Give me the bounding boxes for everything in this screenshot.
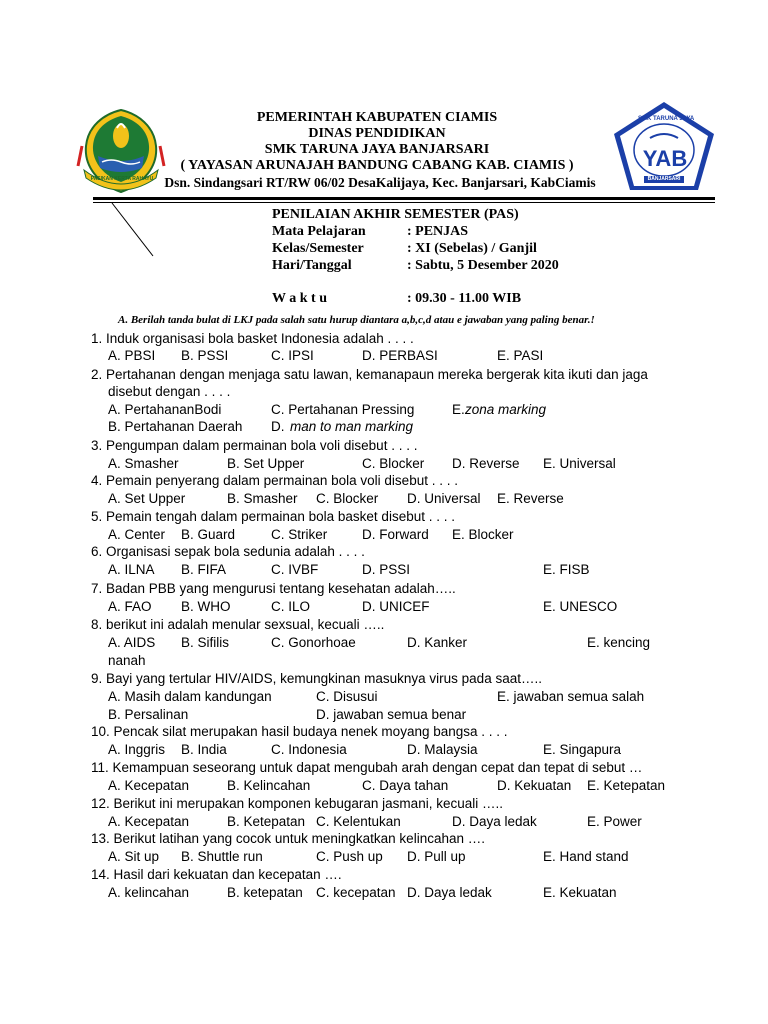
option: C. Push up	[316, 849, 383, 864]
question-10: 10. Pencak silat merupakan hasil budaya nenek moyang bangsa . . . .	[91, 724, 508, 739]
question-14: 14. Hasil dari kekuatan dan kecepatan ….	[91, 867, 342, 882]
option: B. Shuttle run	[181, 849, 263, 864]
option: C. Blocker	[362, 456, 425, 471]
option: E. Singapura	[543, 742, 622, 757]
option: A. ILNA	[108, 562, 155, 577]
question-3: 3. Pengumpan dalam permainan bola voli disebut . . . .	[91, 438, 418, 453]
option: E. UNESCO	[543, 599, 618, 614]
option: C. kecepatan	[316, 885, 396, 900]
option: A. Inggris	[108, 742, 166, 757]
option: C. Kelentukan	[316, 814, 401, 829]
option: A. Smasher	[108, 456, 179, 471]
option: B. Kelincahan	[227, 778, 311, 793]
field-label-date: Hari/Tanggal	[272, 258, 352, 273]
option: D. Daya ledak	[452, 814, 537, 829]
question-1: 1. Induk organisasi bola basket Indonesia adalah . . . .	[91, 331, 414, 346]
option: E. Ketepatan	[587, 778, 666, 793]
option: D. PERBASI	[362, 348, 438, 363]
option: zona marking	[465, 402, 547, 417]
field-label-subject: Mata Pelajaran	[272, 224, 366, 239]
option: E. Reverse	[497, 491, 564, 506]
question-9: 9. Bayi yang tertular HIV/AIDS, kemungkinan masuknya virus pada saat…..	[91, 671, 542, 686]
exam-title: PENILAIAN AKHIR SEMESTER (PAS)	[272, 207, 519, 222]
option: C. Blocker	[316, 491, 379, 506]
field-value-time: : 09.30 - 11.00 WIB	[407, 291, 522, 306]
option: C. Indonesia	[271, 742, 347, 757]
option: A. Center	[108, 527, 166, 542]
option: B. Sifilis	[181, 635, 230, 650]
option: B. Pertahanan Daerah	[108, 419, 243, 434]
option: D. Daya ledak	[407, 885, 492, 900]
option: B. Guard	[181, 527, 236, 542]
option: A. Sit up	[108, 849, 160, 864]
question-7: 7. Badan PBB yang mengurusi tentang kesehatan adalah…..	[91, 581, 456, 596]
option: C. ILO	[271, 599, 311, 614]
yab-ring-text: SMK TARUNA JAYA	[638, 116, 695, 122]
yab-bottom-text: BANJARSARI	[647, 176, 681, 182]
option: C. Disusui	[316, 689, 378, 704]
option: A. PBSI	[108, 348, 156, 363]
option: A. PertahananBodi	[108, 402, 222, 417]
option: E. PASI	[497, 348, 544, 363]
option: B. PSSI	[181, 348, 229, 363]
header-line-2: DINAS PENDIDIKAN	[308, 126, 446, 141]
option: C. Striker	[271, 527, 328, 542]
option: B. FIFA	[181, 562, 227, 577]
option: C. IVBF	[271, 562, 319, 577]
seal-motto: PASIKAN KERTA RAHAYU	[90, 176, 154, 182]
option: B. Persalinan	[108, 707, 189, 722]
option: D. Forward	[362, 527, 429, 542]
header-line-3: SMK TARUNA JAYA BANJARSARI	[264, 142, 490, 157]
option: E. Power	[587, 814, 642, 829]
option: A. FAO	[108, 599, 152, 614]
option: A. kelincahan	[108, 885, 190, 900]
question-4: 4. Pemain penyerang dalam permainan bola voli disebut . . . .	[91, 473, 458, 488]
option: E. Hand stand	[543, 849, 629, 864]
question-12: 12. Berikut ini merupakan komponen kebugaran jasmani, kecuali …..	[91, 796, 503, 811]
option: E. FISB	[543, 562, 590, 577]
question-5: 5. Pemain tengah dalam permainan bola basket disebut . . . .	[91, 509, 455, 524]
option: A. Kecepatan	[108, 814, 190, 829]
header-line-4: ( YAYASAN ARUNAJAH BANDUNG CABANG KAB. CIAMIS )	[180, 158, 574, 173]
option: B. WHO	[181, 599, 231, 614]
option: B. Set Upper	[227, 456, 305, 471]
diagonal-line	[0, 0, 768, 300]
question-2-continued: disebut dengan . . . .	[108, 384, 231, 399]
field-value-class: : XI (Sebelas) / Ganjil	[407, 241, 537, 256]
instruction-text: A. Berilah tanda bulat di LKJ pada salah satu hurup diantara a,b,c,d atau e jawaban yang paling benar.!	[118, 314, 595, 326]
yab-center-text: YAB	[642, 146, 688, 171]
option: D. Reverse	[452, 456, 520, 471]
option: C. Gonorhoae	[271, 635, 356, 650]
option: E. Kekuatan	[543, 885, 617, 900]
option: D. Kekuatan	[497, 778, 572, 793]
option: E.	[452, 402, 465, 417]
option: D. Pull up	[407, 849, 466, 864]
question-8: 8. berikut ini adalah menular sexsual, kecuali …..	[91, 617, 385, 632]
option: A. AIDS	[108, 635, 156, 650]
header-address: Dsn. Sindangsari RT/RW 06/02 DesaKalijaya, Kec. Banjarsari, KabCiamis	[164, 175, 596, 190]
option: B. India	[181, 742, 227, 757]
field-value-date: : Sabtu, 5 Desember 2020	[407, 258, 559, 273]
option: A. Masih dalam kandungan	[108, 689, 272, 704]
option: E. kencing	[587, 635, 651, 650]
option: C. Daya tahan	[362, 778, 449, 793]
option: A. Set Upper	[108, 491, 186, 506]
option: D. Universal	[407, 491, 481, 506]
option: B. Ketepatan	[227, 814, 306, 829]
header-line-1: PEMERINTAH KABUPATEN CIAMIS	[256, 110, 498, 125]
option: B. Smasher	[227, 491, 298, 506]
option: C. IPSI	[271, 348, 314, 363]
option: C. Pertahanan Pressing	[271, 402, 415, 417]
option: E. jawaban semua salah	[497, 689, 645, 704]
question-11: 11. Kemampuan seseorang untuk dapat mengubah arah dengan cepat dan tepat di sebut …	[91, 760, 643, 775]
option: D. Kanker	[407, 635, 468, 650]
option: D. UNICEF	[362, 599, 430, 614]
question-2: 2. Pertahanan dengan menjaga satu lawan, kemanapaun mereka bergerak kita ikuti dan jaga	[91, 367, 648, 382]
option: nanah	[108, 653, 146, 668]
option: B. ketepatan	[227, 885, 303, 900]
option: A. Kecepatan	[108, 778, 190, 793]
question-6: 6. Organisasi sepak bola sedunia adalah . . . .	[91, 544, 365, 559]
field-label-time: W a k t u	[272, 291, 327, 306]
option: man to man marking	[290, 419, 414, 434]
option: E. Blocker	[452, 527, 514, 542]
question-13: 13. Berikut latihan yang cocok untuk meningkatkan kelincahan ….	[91, 831, 485, 846]
field-label-class: Kelas/Semester	[272, 241, 364, 256]
option: D. PSSI	[362, 562, 411, 577]
option: E. Universal	[543, 456, 616, 471]
option: D. Malaysia	[407, 742, 478, 757]
option: D. jawaban semua benar	[316, 707, 467, 722]
option: D.	[271, 419, 285, 434]
field-value-subject: : PENJAS	[407, 224, 469, 239]
